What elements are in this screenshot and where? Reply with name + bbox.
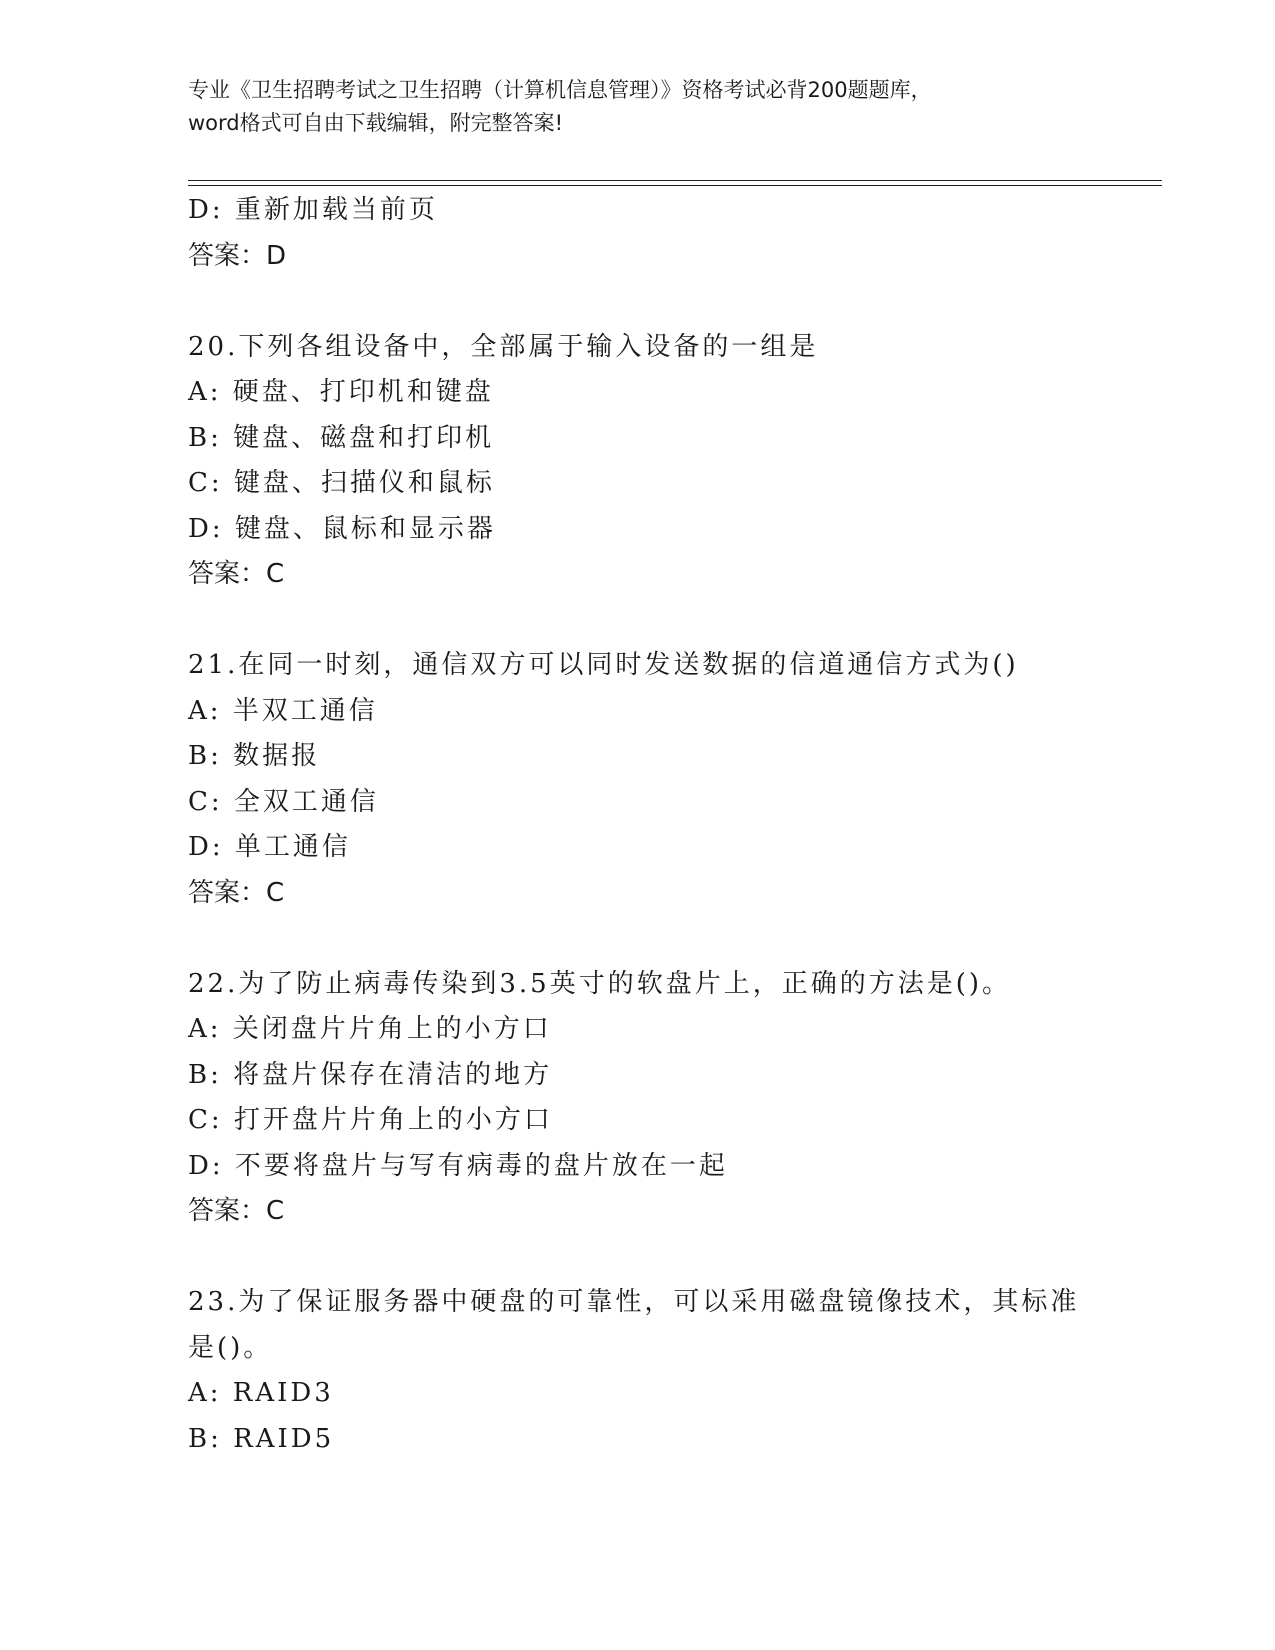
header-line-2: word格式可自由下载编辑，附完整答案! <box>188 111 564 135</box>
header-rule-bottom <box>188 185 1162 186</box>
option-a: A: 半双工通信 <box>188 695 378 726</box>
question-22 <box>188 962 1148 1235</box>
option-b: B: 将盘片保存在清洁的地方 <box>188 1059 553 1090</box>
question-23 <box>188 1280 1148 1462</box>
option-c: C: 打开盘片片角上的小方口 <box>188 1105 553 1135</box>
option-d: D: 单工通信 <box>188 832 351 862</box>
question-stem: 21.在同一时刻，通信双方可以同时发送数据的信道通信方式为() <box>188 650 1019 680</box>
option-a: A: RAID3 <box>188 1378 334 1408</box>
option-a: A: 硬盘、打印机和键盘 <box>188 377 494 407</box>
option-c: C: 键盘、扫描仪和鼠标 <box>188 468 495 498</box>
option-d: D: 键盘、鼠标和显示器 <box>188 513 496 544</box>
spacer <box>188 279 1148 325</box>
prev-answer: 答案：D <box>188 240 287 271</box>
option-b: B: 数据报 <box>188 741 321 771</box>
question-stem: 22.为了防止病毒传染到3.5英寸的软盘片上，正确的方法是()。 <box>188 968 1011 999</box>
question-stem-line-2: 是()。 <box>188 1332 273 1363</box>
spacer <box>188 916 1148 962</box>
option-c: C: 全双工通信 <box>188 786 379 817</box>
question-20 <box>188 325 1148 598</box>
spacer <box>188 1235 1148 1281</box>
answer: 答案：C <box>188 877 285 908</box>
question-stem: 20.下列各组设备中，全部属于输入设备的一组是 <box>188 331 819 362</box>
document-header <box>188 74 1088 140</box>
header-rule-top <box>188 180 1162 181</box>
option-a: A: 关闭盘片片角上的小方口 <box>188 1014 552 1044</box>
option-d: D: 不要将盘片与写有病毒的盘片放在一起 <box>188 1150 728 1181</box>
question-21 <box>188 643 1148 916</box>
option-b: B: 键盘、磁盘和打印机 <box>188 422 495 453</box>
header-line-1: 专业《卫生招聘考试之卫生招聘（计算机信息管理）》资格考试必背200题题库， <box>188 78 932 102</box>
question-stem-line-1: 23.为了保证服务器中硬盘的可靠性，可以采用磁盘镜像技术，其标准 <box>188 1287 1080 1317</box>
spacer <box>188 598 1148 644</box>
answer: 答案：C <box>188 1196 285 1226</box>
option-b: B: RAID5 <box>188 1423 335 1454</box>
question-list <box>188 188 1148 1462</box>
answer: 答案：C <box>188 559 285 589</box>
prev-option-d: D: 重新加载当前页 <box>188 195 438 225</box>
